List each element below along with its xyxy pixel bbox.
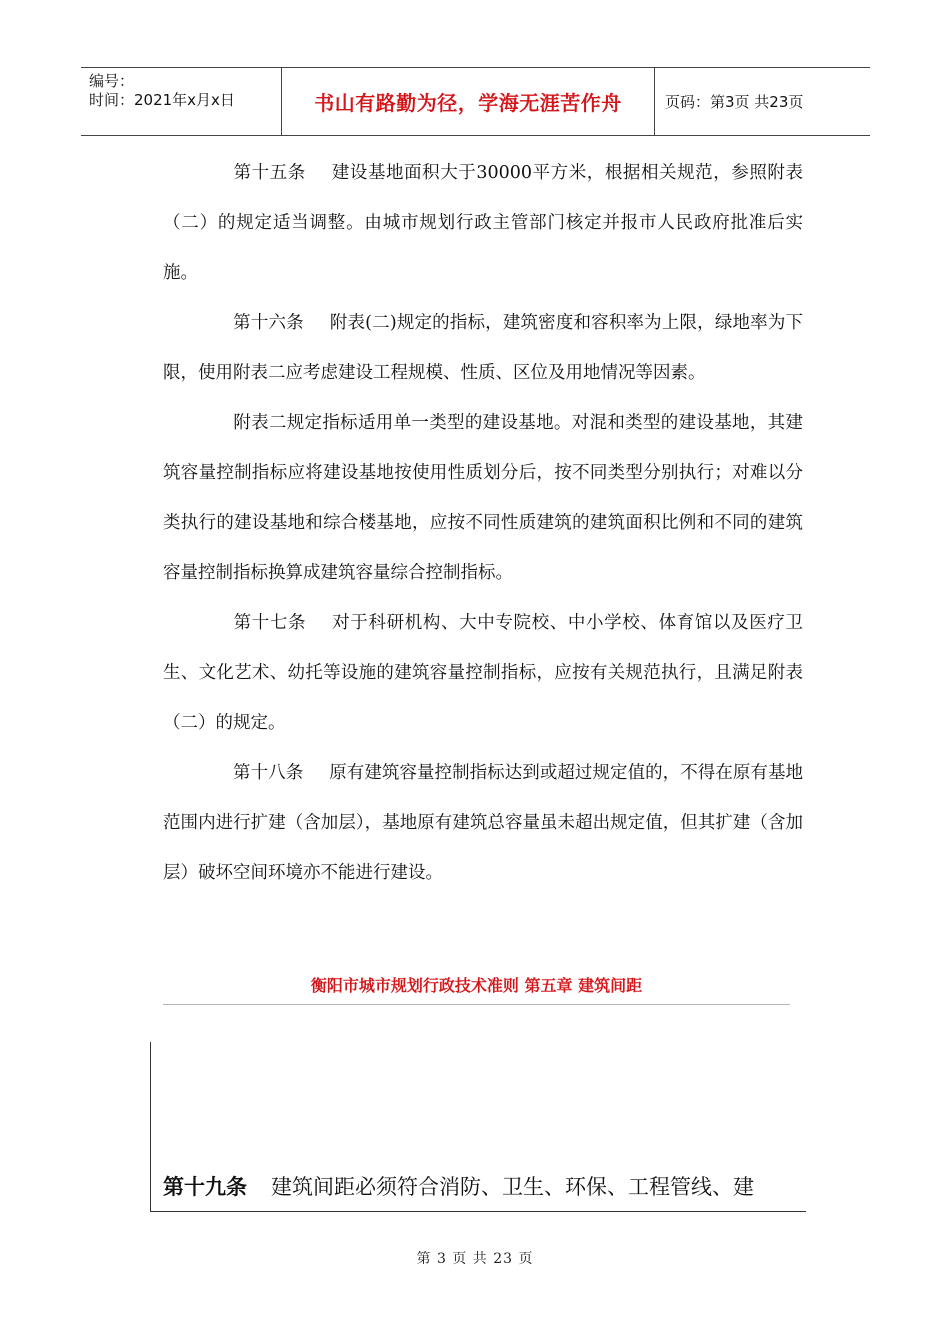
article-18 — [163, 748, 803, 898]
article-text: 建设基地面积大于30000平方米，根据相关规范，参照附表（二）的规定适当调整。由城市规划行政主管部门核定并报市人民政府批准后实施。 — [163, 163, 803, 283]
article-label: 第十七条 — [233, 613, 307, 633]
article-text: 对于科研机构、大中专院校、中小学校、体育馆以及医疗卫生、文化艺术、幼托等设施的建筑容量控制指标，应按有关规范执行，且满足附表（二）的规定。 — [163, 613, 804, 733]
header-meta — [81, 68, 282, 135]
article-17 — [163, 598, 803, 748]
article-16 — [163, 298, 803, 398]
article-label: 第十六条 — [233, 313, 304, 333]
article-text: 附表二规定指标适用单一类型的建设基地。对混和类型的建设基地，其建筑容量控制指标应将建设基地按使用性质划分后，按不同类型分别执行；对难以分类执行的建设基地和综合楼基地，应按不同性质建筑的建筑面积比例和不同的建筑容量控制指标换算成建筑容量综合控制指标。 — [163, 413, 803, 583]
header-page-info: 页码：第3页 共23页 — [665, 93, 804, 111]
header-motto: 书山有路勤为径，学海无涯苦作舟 — [314, 91, 622, 115]
header-motto-cell — [282, 68, 655, 135]
article-label: 第十九条 — [163, 1175, 247, 1199]
article-text: 建筑间距必须符合消防、卫生、环保、工程管线、建 — [271, 1175, 754, 1199]
article-19-box — [150, 1042, 806, 1212]
serial-label: 编号： — [89, 72, 135, 90]
article-text: 附表(二)规定的指标，建筑密度和容积率为上限，绿地率为下限，使用附表二应考虑建设工程规模、性质、区位及用地情况等因素。 — [163, 313, 804, 383]
article-15 — [163, 148, 803, 298]
date-label: 时间：2021年x月x日 — [89, 91, 235, 109]
article-label: 第十五条 — [233, 163, 306, 183]
article-19 — [163, 1171, 754, 1201]
article-16-note — [163, 398, 803, 598]
document-body — [163, 148, 803, 898]
page-header — [81, 67, 870, 136]
article-label: 第十八条 — [233, 763, 304, 783]
article-text: 原有建筑容量控制指标达到或超过规定值的，不得在原有基地范围内进行扩建（含加层），基地原有建筑总容量虽未超出规定值，但其扩建（含加层）破坏空间环境亦不能进行建设。 — [163, 763, 804, 883]
page-footer: 第 3 页 共 23 页 — [416, 1251, 534, 1267]
chapter-heading: 衡阳市城市规划行政技术准则 第五章 建筑间距 — [163, 973, 790, 1005]
